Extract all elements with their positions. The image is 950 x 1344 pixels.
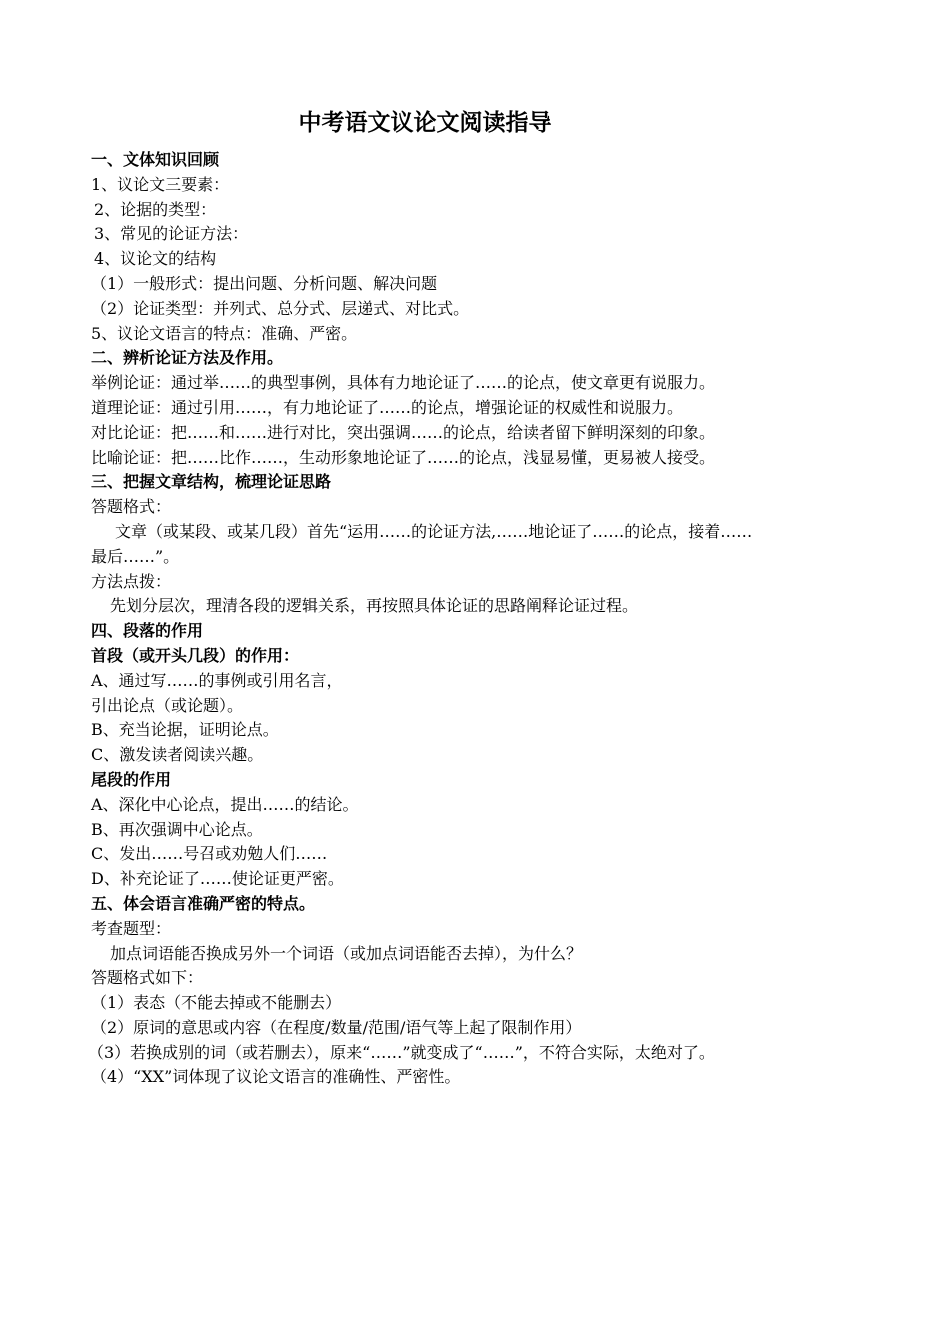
text-line: 加点词语能否换成另外一个词语（或加点词语能否去掉），为什么？ xyxy=(110,943,583,963)
section-heading: 尾段的作用 xyxy=(91,769,172,789)
text-line: （1）一般形式：提出问题、分析问题、解决问题 xyxy=(91,273,438,293)
text-line: 5、议论文语言的特点：准确、严密。 xyxy=(91,323,358,343)
text-line: C、激发读者阅读兴趣。 xyxy=(91,745,264,765)
text-line: A、深化中心论点，提出……的结论。 xyxy=(91,794,359,814)
document-body xyxy=(88,148,871,1090)
text-line: B、再次强调中心论点。 xyxy=(91,819,263,839)
text-line: 2、论据的类型： xyxy=(94,199,217,219)
text-line: A、通过写……的事例或引用名言， xyxy=(91,670,343,690)
text-line: 4、议论文的结构 xyxy=(94,249,217,269)
text-line: 答题格式： xyxy=(91,497,172,517)
text-line: （2）论证类型：并列式、总分式、层递式、对比式。 xyxy=(91,298,470,318)
text-line: B、充当论据，证明论点。 xyxy=(91,720,279,740)
text-line: （3）若换成别的词（或若删去），原来“……”就变成了“……”，不符合实际，太绝对了。 xyxy=(88,1042,715,1062)
text-line: D、补充论证了……使论证更严密。 xyxy=(91,869,344,889)
text-line: 1、议论文三要素： xyxy=(91,174,230,194)
section-heading: 四、段落的作用 xyxy=(91,621,204,641)
text-line: 引出论点（或论题）。 xyxy=(91,695,244,715)
text-line: 考查题型： xyxy=(91,918,172,938)
text-line: （2）原词的意思或内容（在程度/数量/范围/语气等上起了限制作用） xyxy=(91,1017,582,1037)
text-line: 文章（或某段、或某几段）首先“运用……的论证方法,……地论证了……的论点，接着…… xyxy=(115,521,753,541)
text-line: （1）表态（不能去掉或不能删去） xyxy=(91,993,342,1013)
text-line: 最后……”。 xyxy=(91,546,180,566)
text-line: 3、常见的论证方法： xyxy=(94,224,249,244)
document-title: 中考语文议论文阅读指导 xyxy=(298,110,552,136)
text-line: 方法点拨： xyxy=(91,571,172,591)
text-line: C、发出……号召或劝勉人们…… xyxy=(91,844,328,864)
section-heading: 首段（或开头几段）的作用： xyxy=(91,645,300,665)
section-heading: 三、把握文章结构，梳理论证思路 xyxy=(91,472,332,492)
section-heading: 二、辨析论证方法及作用。 xyxy=(91,348,284,368)
text-line: 答题格式如下： xyxy=(91,968,204,988)
text-line: 道理论证：通过引用……，有力地论证了……的论点，增强论证的权威性和说服力。 xyxy=(91,397,684,417)
text-line: 举例论证：通过举……的典型事例，具体有力地论证了……的论点，使文章更有说服力。 xyxy=(91,373,716,393)
section-heading: 五、体会语言准确严密的特点。 xyxy=(91,893,316,913)
text-line: 对比论证：把……和……进行对比，突出强调……的论点，给读者留下鲜明深刻的印象。 xyxy=(91,422,716,442)
text-line: （4）“XX”词体现了议论文语言的准确性、严密性。 xyxy=(91,1067,461,1087)
section-heading: 一、文体知识回顾 xyxy=(91,150,220,169)
text-line: 先划分层次，理清各段的逻辑关系，再按照具体论证的思路阐释论证过程。 xyxy=(110,596,639,616)
text-line: 比喻论证：把……比作……，生动形象地论证了……的论点，浅显易懂，更易被人接受。 xyxy=(91,447,716,467)
